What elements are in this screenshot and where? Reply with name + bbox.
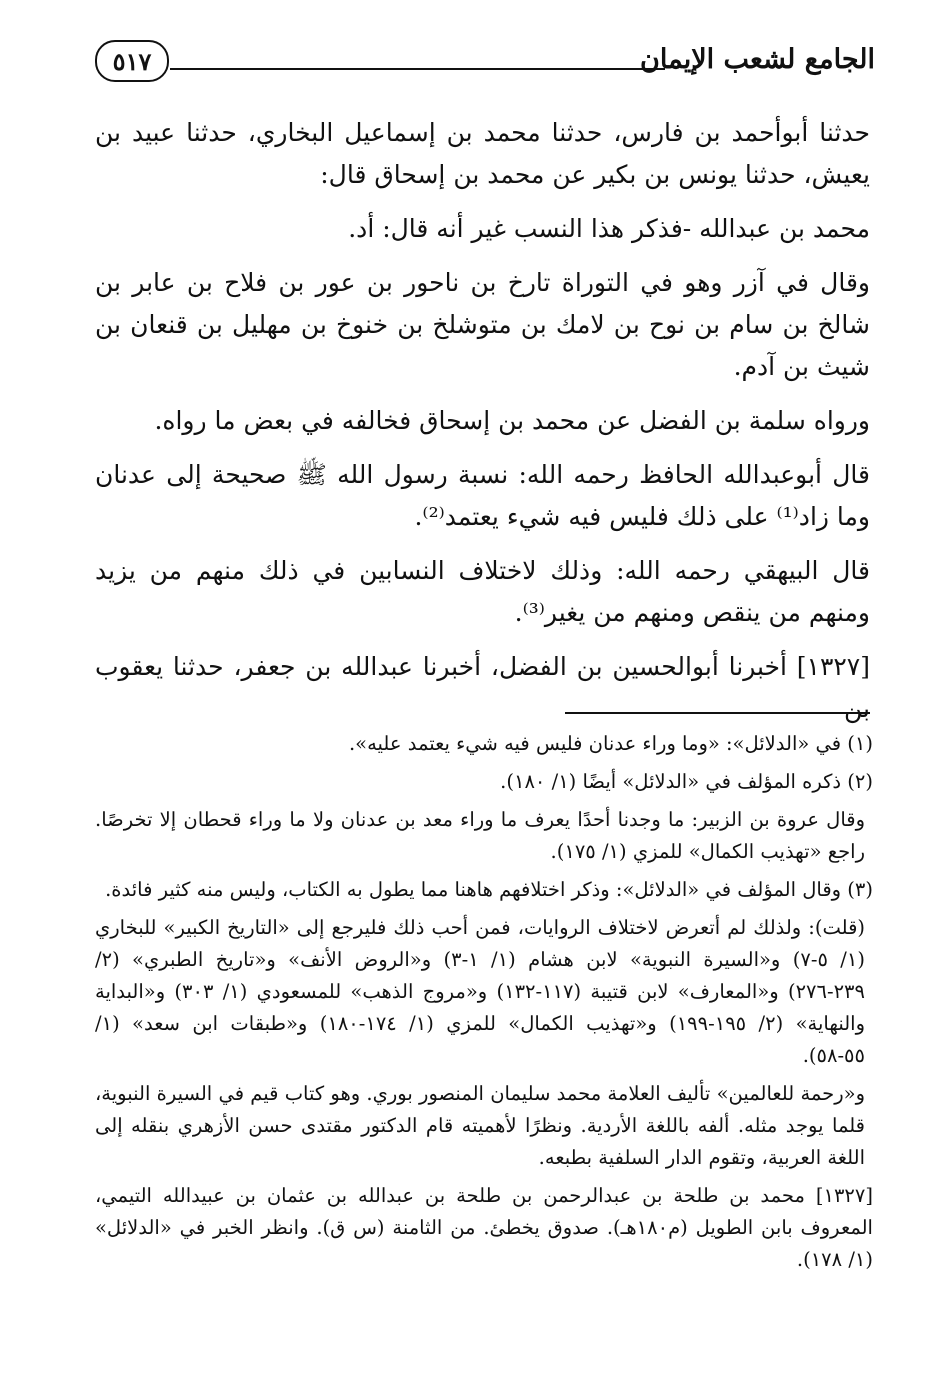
main-text	[95, 112, 870, 742]
paragraph-7: [١٣٢٧] أخبرنا أبوالحسين بن الفضل، أخبرنا عبدالله بن جعفر، حدثنا يعقوب بن	[95, 652, 870, 723]
footnotes	[95, 728, 873, 1282]
footnote-3-note-2: و«رحمة للعالمين» تأليف العلامة محمد سليمان المنصور بوري. وهو كتاب قيم في السيرة النبوية، قلما يوجد مثله. ألفه باللغة الأردية. ونظرًا لأهميته قام الدكتور مقتدى حسن الأزهري بنقله إلى اللغة العربية، وتقوم الدار السلفية بطبعه.	[95, 1082, 865, 1169]
paragraph-5: قال أبوعبدالله الحافظ رحمه الله: نسبة رسول الله ﷺ صحيحة إلى عدنان وما زاد⁽¹⁾ على ذلك فليس فيه شيء يعتمد⁽²⁾.	[95, 460, 870, 531]
header-rule	[170, 68, 665, 70]
footnote-separator	[565, 712, 870, 714]
footnote-1: (١) في «الدلائل»: «وما وراء عدنان فليس فيه شيء يعتمد عليه».	[348, 732, 873, 755]
page-header	[95, 38, 875, 98]
paragraph-1: حدثنا أبوأحمد بن فارس، حدثنا محمد بن إسماعيل البخاري، حدثنا عبيد بن يعيش، حدثنا يونس بن بكير عن محمد بن إسحاق قال:	[95, 118, 870, 189]
footnote-2-continuation: وقال عروة بن الزبير: ما وجدنا أحدًا يعرف ما وراء معد بن عدنان ولا ما وراء قحطان إلا تخرصًا. راجع «تهذيب الكمال» للمزي (١/ ١٧٥).	[95, 808, 865, 863]
footnote-1327: [١٣٢٧] محمد بن طلحة بن عبدالرحمن بن طلحة بن عبدالله بن عثمان بن عبيدالله التيمي، المعروف بابن الطويل (م١٨٠هـ). صدوق يخطئ. من الثامنة (س ق). وانظر الخبر في «الدلائل» (١/ ١٧٨).	[95, 1184, 873, 1271]
footnote-3-note: (قلت): ولذلك لم أتعرض لاختلاف الروايات، فمن أحب ذلك فليرجع إلى «التاريخ الكبير» للبخاري (١/ ٥-٧) و«السيرة النبوية» لابن هشام (١/ ١-٣) و«الروض الأنف» و«تاريخ الطبري» (٢/ ٢٣٩-٢٧٦) و«المعارف» لابن قتيبة (١١٧-١٣٢) و«مروج الذهب» للمسعودي (١/ ٣٠٣) و«البداية والنهاية» (٢/ ١٩٥-١٩٩) و«تهذيب الكمال» للمزي (١/ ١٧٤-١٨٠) و«طبقات ابن سعد» (١/ ٥٥-٥٨).	[95, 916, 865, 1067]
paragraph-2: محمد بن عبدالله -فذكر هذا النسب غير أنه قال: أد.	[348, 214, 870, 243]
paragraph-3: وقال في آزر وهو في التوراة تارخ بن ناحور بن عور بن فلاح بن عابر بن شالخ بن سام بن نوح بن لامك بن متوشلخ بن خنوخ بن مهليل بن قنعان بن شيث بن آدم.	[95, 268, 870, 381]
paragraph-6: قال البيهقي رحمه الله: وذلك لاختلاف النسابين في ذلك منهم من يزيد ومنهم من ينقص ومنهم من يغير⁽³⁾.	[95, 556, 870, 627]
footnote-3: (٣) وقال المؤلف في «الدلائل»: وذكر اختلافهم هاهنا مما يطول به الكتاب، وليس منه كثير فائدة.	[105, 878, 873, 901]
running-title: الجامع لشعب الإيمان	[640, 44, 875, 75]
page-number: ٥١٧	[95, 40, 169, 82]
paragraph-4: ورواه سلمة بن الفضل عن محمد بن إسحاق فخالفه في بعض ما رواه.	[154, 406, 870, 435]
footnote-2: (٢) ذكره المؤلف في «الدلائل» أيضًا (١/ ١٨٠).	[500, 770, 873, 793]
